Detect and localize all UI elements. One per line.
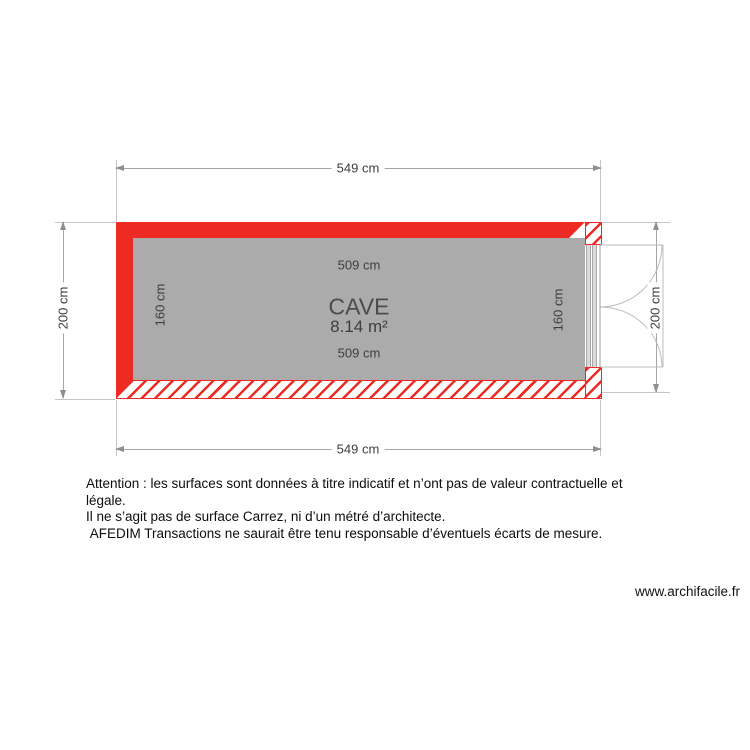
- hatched-wall-corner-bottom-right: [585, 367, 602, 399]
- dim-label-inner-height-right: 160 cm: [550, 288, 566, 332]
- dim-label-outer-height-left: 200 cm: [56, 283, 71, 334]
- dim-label-inner-height-left: 160 cm: [152, 283, 168, 327]
- dim-label-inner-width-bottom: 509 cm: [337, 345, 381, 361]
- watermark-url: www.archifacile.fr: [634, 584, 740, 599]
- dim-label-outer-width-bottom: 549 cm: [332, 442, 385, 457]
- disclaimer-line-1: Attention : les surfaces sont données à titre indicatif et n’ont pas de valeur contractuelle et légale.: [86, 476, 627, 508]
- room-name-label: CAVE: [328, 293, 390, 320]
- dim-label-outer-height-right: 200 cm: [648, 283, 663, 334]
- door-leaf: [586, 245, 591, 367]
- hatched-wall-corner-top-right: [585, 222, 602, 245]
- hatched-wall-bottom: [116, 380, 602, 399]
- disclaimer-line-2: Il ne s’agit pas de surface Carrez, ni d’un métré d’architecte.: [86, 509, 446, 524]
- extension-line: [602, 392, 670, 393]
- disclaimer-text: [86, 476, 666, 542]
- extension-line: [602, 222, 670, 223]
- door-leaf: [592, 245, 597, 367]
- wall-top: [116, 222, 585, 238]
- room-area-label: 8.14 m²: [330, 317, 388, 336]
- dim-label-outer-width-top: 549 cm: [332, 161, 385, 176]
- door-frame: [585, 245, 600, 367]
- wall-left: [116, 222, 133, 380]
- extension-line: [55, 399, 115, 400]
- disclaimer-line-3: AFEDIM Transactions ne saurait être tenu responsable d’éventuels écarts de mesure.: [86, 525, 603, 541]
- dim-label-inner-width-top: 509 cm: [337, 257, 381, 273]
